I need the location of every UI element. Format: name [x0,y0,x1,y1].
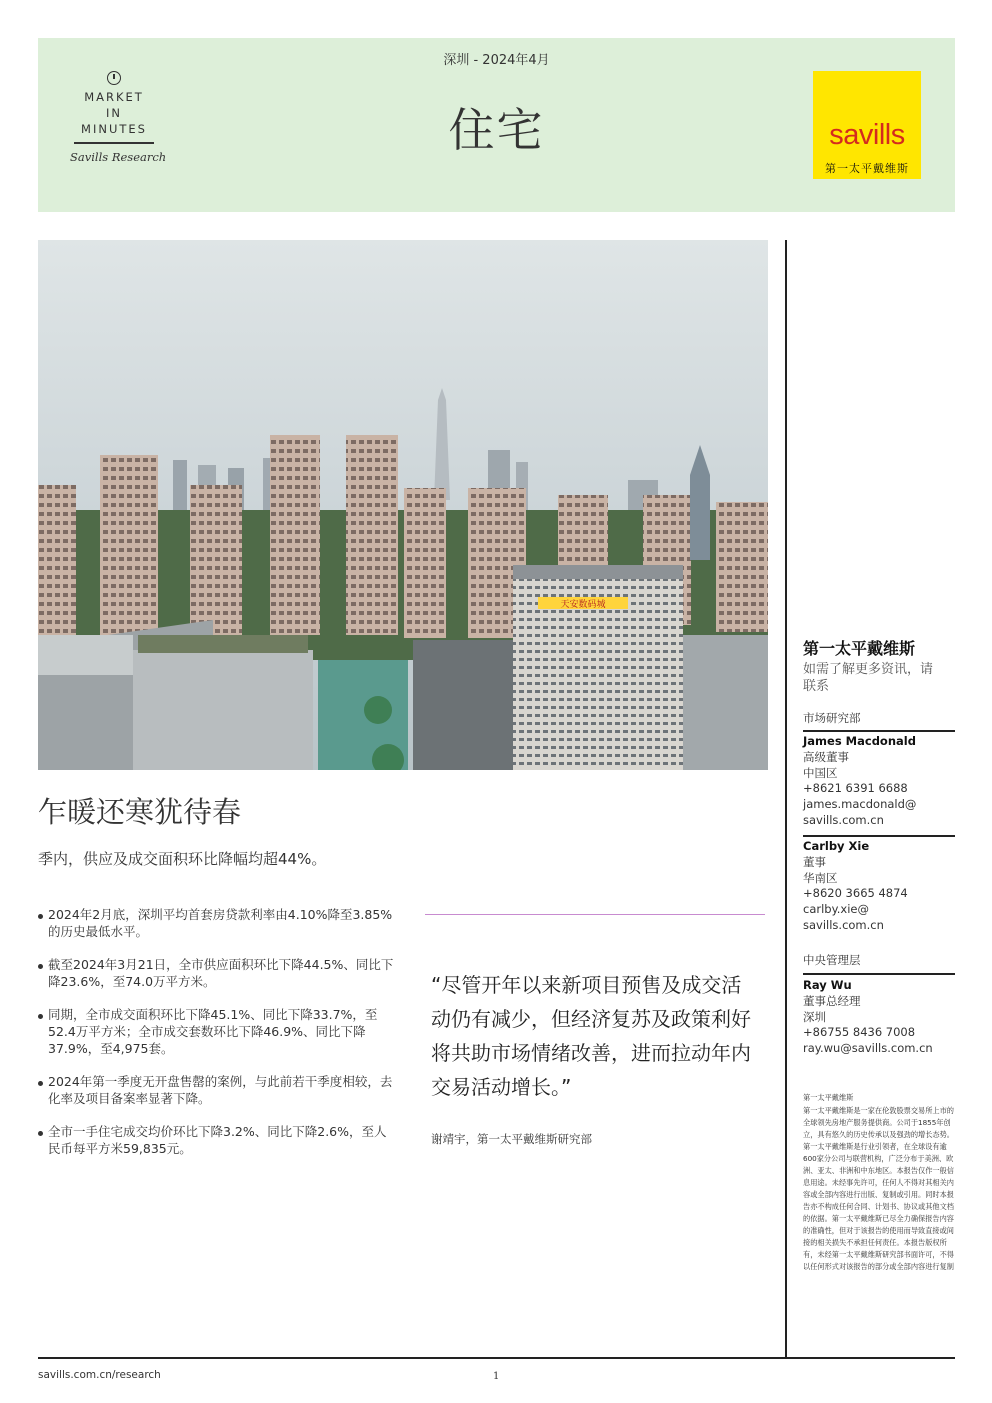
sidebar-title: 第一太平戴维斯 [803,639,916,658]
series-word: MARKET [84,90,144,104]
contact-divider [803,730,955,732]
quote-attribution: 谢靖宇，第一太平戴维斯研究部 [431,1132,592,1146]
contact-region: 中国区 [803,765,838,780]
contact-name: Carlby Xie [803,839,870,853]
contact-email-domain[interactable]: savills.com.cn [803,917,884,932]
footer-divider [38,1357,955,1359]
series-word: MINUTES [81,122,147,136]
contact-email-domain[interactable]: savills.com.cn [803,812,884,827]
pull-quote: “尽管开年以来新项目预售及成交活动仍有减少，但经济复苏及政策利好将共助市场情绪改善，进而拉动年内交易活动增长。” [431,973,751,1099]
contact-email[interactable]: carlby.xie@ [803,902,869,917]
logo-brand: savills [829,119,905,151]
key-point: 截至2024年3月21日，全市供应面积环比下降44.5%、同比下降23.6%，至74.0万平方米。 [38,956,398,990]
cityscape-illustration [38,240,768,770]
report-header [38,38,955,212]
contact-name: Ray Wu [803,978,852,992]
contact-card-carlby [803,839,955,934]
page-number: 1 [493,1371,500,1382]
contact-role: 董事 [803,854,826,869]
report-title: 住宅 [448,103,545,157]
report-date: 深圳 - 2024年4月 [443,53,550,68]
contact-phone[interactable]: +8621 6391 6688 [803,781,908,796]
disclaimer-block [803,1092,955,1273]
contact-phone[interactable]: +8620 3665 4874 [803,886,908,901]
contact-role: 高级董事 [803,749,849,764]
contact-email[interactable]: james.macdonald@ [803,797,917,812]
contact-phone[interactable]: +86755 8436 7008 [803,1025,916,1040]
contact-region: 深圳 [803,1009,826,1024]
key-point: 2024年2月底，深圳平均首套房贷款利率由4.10%降至3.85%的历史最低水平。 [38,906,398,940]
contact-email[interactable]: ray.wu@savills.com.cn [803,1041,933,1056]
key-point: 2024年第一季度无开盘售罄的案例，与此前若干季度相较，去化率及项目备案率显著下降。 [38,1073,398,1107]
key-point: 全市一手住宅成交均价环比下降3.2%、同比下降2.6%，至人民币每平方米59,835元。 [38,1123,398,1157]
contact-card-james [803,734,955,829]
dept-central-label: 中央管理层 [803,953,861,967]
contact-name: James Macdonald [803,734,916,748]
key-point: 同期，全市成交面积环比下降45.1%、同比下降33.7%，至52.4万平方米；全市成交套数环比下降46.9%、同比下降37.9%，至4,975套。 [38,1006,398,1057]
cityscape-photo [38,240,768,770]
column-divider [785,240,787,1358]
dept-research-label: 市场研究部 [803,711,861,725]
savills-logo[interactable] [813,71,921,179]
contact-role: 董事总经理 [803,993,861,1008]
series-subtitle: Savills Research [70,149,167,164]
contact-card-ray [803,978,955,1057]
logo-chinese-name: 第一太平戴维斯 [825,162,909,175]
building-sign-text: 天安数码城 [560,600,606,610]
sidebar-subtitle: 如需了解更多资讯，请联系 [803,662,934,694]
series-word: IN [106,106,122,120]
key-points-list [38,906,398,1173]
disclaimer-text: 第一太平戴维斯是一家在伦敦股票交易所上市的全球领先房地产服务提供商。公司于1855年创立，具有悠久的历史传承以及强劲的增长态势。第一太平戴维斯是行业引领者，在全球设有逾600家分公司与联营机构，广泛分布于美洲、欧洲、亚太、非洲和中东地区。本报告仅作一般信息用途。未经事先许可，任何人不得对其相关内容或全部内容进行出版、复制或引用。同时本报告亦不构成任何合同、计划书、协议或其他文档的依据。第一太平戴维斯已尽全力确保报告内容的准确性，但对于该报告的使用而导致直接或间接的相关损失不承担任何责任。本报告版权所有，未经第一太平戴维斯研究部书面许可，不得以任何形式对该报告的部分或全部内容进行复制 [803,1106,954,1271]
clock-icon [107,71,121,85]
article-headline: 乍暖还寒犹待春 [38,795,242,829]
quote-divider [425,914,765,915]
contact-divider [803,973,955,975]
article-subhead: 季内，供应及成交面积环比降幅均超44%。 [38,850,327,868]
footer-link[interactable]: savills.com.cn/research [38,1369,161,1381]
disclaimer-title: 第一太平戴维斯 [803,1093,854,1102]
contact-region: 华南区 [803,870,838,885]
contact-divider [803,835,955,837]
